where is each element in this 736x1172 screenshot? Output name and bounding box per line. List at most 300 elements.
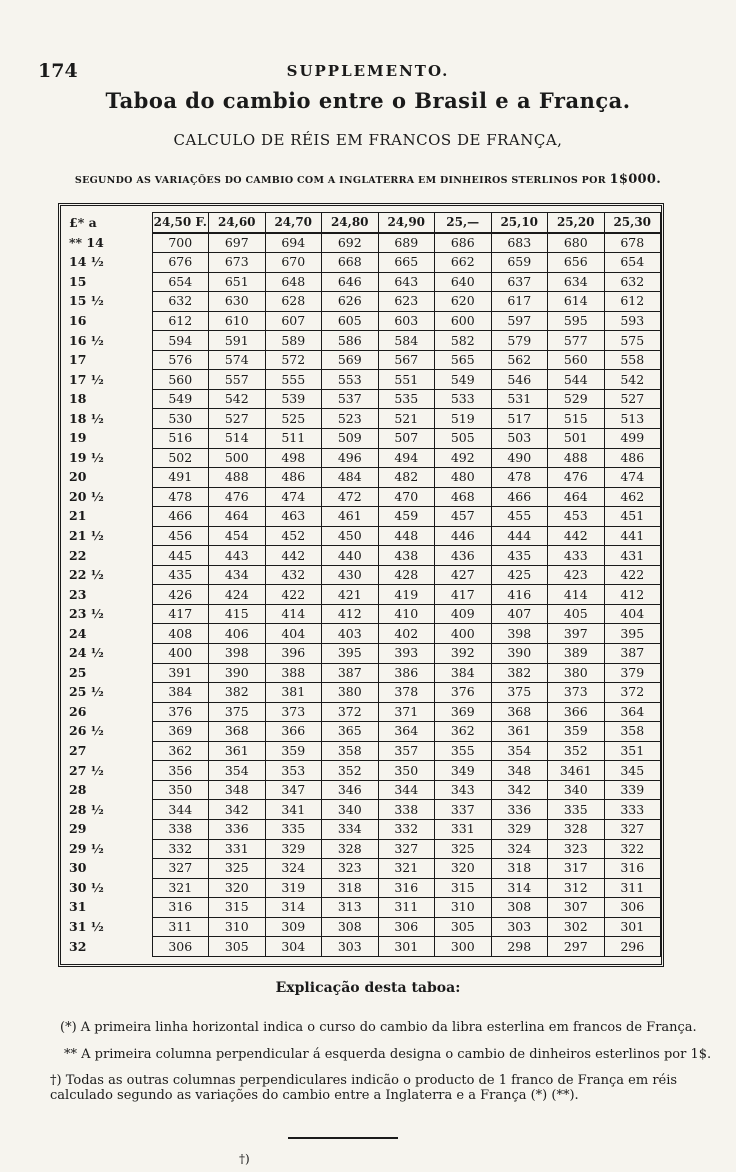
column-header: 25,20: [548, 213, 605, 233]
table-cell: 362: [152, 741, 209, 761]
table-cell: 466: [491, 487, 548, 507]
table-cell: 358: [322, 741, 379, 761]
table-cell: 407: [491, 604, 548, 624]
running-head: SUPPLEMENTO.: [286, 62, 450, 80]
table-cell: 412: [604, 585, 661, 605]
table-cell: 527: [209, 409, 266, 429]
table-cell: 376: [435, 683, 492, 703]
table-cell: 333: [604, 800, 661, 820]
table-cell: 557: [209, 370, 266, 390]
table-cell: 605: [322, 311, 379, 331]
table-cell: 382: [491, 663, 548, 683]
table-cell: 352: [548, 741, 605, 761]
table-cell: 303: [491, 917, 548, 937]
table-cell: 379: [604, 663, 661, 683]
table-cell: 501: [548, 429, 605, 449]
table-cell: 382: [209, 683, 266, 703]
table-cell: 334: [322, 819, 379, 839]
table-cell: 338: [152, 819, 209, 839]
table-cell: 575: [604, 331, 661, 351]
table-cell: 301: [378, 937, 435, 957]
table-cell: 576: [152, 350, 209, 370]
row-label: 14 ½: [69, 254, 104, 270]
table-cell: 329: [491, 819, 548, 839]
table-cell: 537: [322, 389, 379, 409]
table-cell: 490: [491, 448, 548, 468]
table-cell: 503: [491, 429, 548, 449]
table-cell: 533: [435, 389, 492, 409]
table-cell: 346: [322, 780, 379, 800]
row-label: 31 ½: [69, 918, 104, 934]
table-cell: 358: [604, 722, 661, 742]
table-cell: 400: [152, 644, 209, 664]
table-cell: 375: [491, 683, 548, 703]
table-cell: 340: [322, 800, 379, 820]
table-cell: 306: [152, 937, 209, 957]
table-cell: 521: [378, 409, 435, 429]
table-cell: 359: [265, 741, 322, 761]
table-cell: 484: [322, 468, 379, 488]
table-cell: 351: [604, 741, 661, 761]
table-cell: 500: [209, 448, 266, 468]
table-cell: 352: [322, 761, 379, 781]
table-cell: 425: [491, 565, 548, 585]
table-cell: 670: [265, 253, 322, 273]
table-cell: 474: [604, 468, 661, 488]
table-cell: 498: [265, 448, 322, 468]
table-cell: 593: [604, 311, 661, 331]
row-label: 30 ½: [69, 879, 104, 895]
column-header: 25,—: [435, 213, 492, 233]
table-row: [63, 487, 661, 507]
row-label: 24 ½: [69, 645, 104, 661]
table-cell: 343: [435, 780, 492, 800]
row-label: 27 ½: [69, 762, 104, 778]
table-cell: 417: [152, 604, 209, 624]
table-cell: 448: [378, 526, 435, 546]
table-cell: 431: [604, 546, 661, 566]
row-label: 30: [69, 860, 87, 876]
table-cell: 668: [322, 253, 379, 273]
table-cell: 381: [265, 683, 322, 703]
exchange-table: [63, 212, 661, 957]
table-cell: 582: [435, 331, 492, 351]
row-label: 20: [69, 469, 87, 485]
table-cell: 476: [209, 487, 266, 507]
table-cell: 507: [378, 429, 435, 449]
table-cell: 310: [209, 917, 266, 937]
table-cell: 434: [209, 565, 266, 585]
table-cell: 530: [152, 409, 209, 429]
table-row: [63, 780, 661, 800]
table-cell: 316: [378, 878, 435, 898]
table-cell: 634: [548, 272, 605, 292]
table-cell: 422: [265, 585, 322, 605]
table-cell: 364: [604, 702, 661, 722]
row-label: 21: [69, 508, 87, 524]
table-cell: 314: [491, 878, 548, 898]
table-cell: 301: [604, 917, 661, 937]
table-cell: 546: [491, 370, 548, 390]
table-cell: 574: [209, 350, 266, 370]
table-row: [63, 917, 661, 937]
table-row: [63, 839, 661, 859]
table-cell: 654: [604, 253, 661, 273]
table-row: [63, 429, 661, 449]
table-row: [63, 507, 661, 527]
table-cell: 335: [548, 800, 605, 820]
table-cell: 373: [548, 683, 605, 703]
table-cell: 302: [548, 917, 605, 937]
table-cell: 454: [209, 526, 266, 546]
table-cell: 441: [604, 526, 661, 546]
table-cell: 336: [209, 819, 266, 839]
table-row: [63, 292, 661, 312]
table-row: [63, 800, 661, 820]
table-row: [63, 819, 661, 839]
row-label: 22: [69, 547, 87, 563]
table-cell: 357: [378, 741, 435, 761]
table-cell: 438: [378, 546, 435, 566]
table-row: [63, 898, 661, 918]
table-cell: 384: [435, 663, 492, 683]
table-cell: 327: [378, 839, 435, 859]
column-header: 25,30: [604, 213, 661, 233]
row-label: 17 ½: [69, 371, 104, 387]
table-cell: 354: [209, 761, 266, 781]
table-cell: 509: [322, 429, 379, 449]
table-cell: 569: [322, 350, 379, 370]
table-cell: 389: [548, 644, 605, 664]
table-cell: 318: [491, 859, 548, 879]
table-cell: 328: [548, 819, 605, 839]
table-cell: 428: [378, 565, 435, 585]
table-cell: 362: [435, 722, 492, 742]
table-cell: 430: [322, 565, 379, 585]
table-cell: 626: [322, 292, 379, 312]
table-cell: 416: [491, 585, 548, 605]
table-row: [63, 409, 661, 429]
table-cell: 444: [491, 526, 548, 546]
closing-rule: [288, 1137, 398, 1139]
table-cell: 612: [152, 311, 209, 331]
table-cell: 463: [265, 507, 322, 527]
row-label: ** 14: [69, 234, 104, 250]
table-cell: 665: [378, 253, 435, 273]
table-cell: 409: [435, 604, 492, 624]
table-cell: 397: [548, 624, 605, 644]
table-cell: 318: [322, 878, 379, 898]
table-cell: 303: [322, 937, 379, 957]
table-row: [63, 644, 661, 664]
table-row: [63, 370, 661, 390]
table-cell: 314: [265, 898, 322, 918]
table-cell: 676: [152, 253, 209, 273]
table-cell: 328: [322, 839, 379, 859]
row-label: 22 ½: [69, 567, 104, 583]
table-cell: 313: [322, 898, 379, 918]
table-cell: 366: [548, 702, 605, 722]
table-cell: 331: [435, 819, 492, 839]
table-cell: 396: [265, 644, 322, 664]
table-cell: 312: [548, 878, 605, 898]
table-cell: 342: [209, 800, 266, 820]
table-cell: 361: [209, 741, 266, 761]
table-cell: 480: [435, 468, 492, 488]
table-row: [63, 311, 661, 331]
table-cell: 319: [265, 878, 322, 898]
table-cell: 308: [491, 898, 548, 918]
table-cell: 529: [548, 389, 605, 409]
table-cell: 406: [209, 624, 266, 644]
table-cell: 470: [378, 487, 435, 507]
table-cell: 310: [435, 898, 492, 918]
table-cell: 336: [491, 800, 548, 820]
table-cell: 632: [152, 292, 209, 312]
table-cell: 404: [604, 604, 661, 624]
table-cell: 620: [435, 292, 492, 312]
table-cell: 453: [548, 507, 605, 527]
table-cell: 309: [265, 917, 322, 937]
table-cell: 376: [152, 702, 209, 722]
table-row: [63, 624, 661, 644]
table-cell: 391: [152, 663, 209, 683]
table-cell: 505: [435, 429, 492, 449]
table-cell: 322: [604, 839, 661, 859]
table-cell: 659: [491, 253, 548, 273]
table-cell: 591: [209, 331, 266, 351]
table-row: [63, 585, 661, 605]
table-cell: 654: [152, 272, 209, 292]
table-cell: 456: [152, 526, 209, 546]
table-cell: 450: [322, 526, 379, 546]
table-cell: 589: [265, 331, 322, 351]
table-cell: 365: [322, 722, 379, 742]
table-cell: 305: [435, 917, 492, 937]
table-cell: 452: [265, 526, 322, 546]
table-cell: 350: [152, 780, 209, 800]
page-number: 174: [38, 60, 78, 82]
table-cell: 586: [322, 331, 379, 351]
row-label: 23 ½: [69, 606, 104, 622]
table-cell: 300: [435, 937, 492, 957]
row-label: 15: [69, 273, 87, 289]
table-cell: 393: [378, 644, 435, 664]
table-cell: 549: [435, 370, 492, 390]
table-cell: 607: [265, 311, 322, 331]
table-cell: 387: [322, 663, 379, 683]
table-cell: 324: [491, 839, 548, 859]
table-cell: 364: [378, 722, 435, 742]
table-row: [63, 350, 661, 370]
row-label: 26: [69, 703, 87, 719]
table-cell: 517: [491, 409, 548, 429]
table-cell: 344: [378, 780, 435, 800]
table-row: [63, 761, 661, 781]
table-cell: 349: [435, 761, 492, 781]
table-cell: 337: [435, 800, 492, 820]
table-cell: 345: [604, 761, 661, 781]
column-header: 25,10: [491, 213, 548, 233]
table-cell: 369: [435, 702, 492, 722]
table-cell: 565: [435, 350, 492, 370]
table-row: [63, 663, 661, 683]
table-corner-label: £* a: [69, 214, 97, 230]
table-row: [63, 937, 661, 957]
table-cell: 482: [378, 468, 435, 488]
table-cell: 327: [152, 859, 209, 879]
table-cell: 311: [604, 878, 661, 898]
table-cell: 499: [604, 429, 661, 449]
table-row: [63, 526, 661, 546]
table-cell: 468: [435, 487, 492, 507]
row-label: 19 ½: [69, 449, 104, 465]
row-label: 19: [69, 430, 87, 446]
table-cell: 446: [435, 526, 492, 546]
table-row: [63, 546, 661, 566]
table-body: [63, 233, 661, 957]
table-cell: 492: [435, 448, 492, 468]
row-label: 26 ½: [69, 723, 104, 739]
table-cell: 307: [548, 898, 605, 918]
table-cell: 329: [265, 839, 322, 859]
table-row: [63, 878, 661, 898]
table-cell: 656: [548, 253, 605, 273]
table-cell: 461: [322, 507, 379, 527]
row-label: 25: [69, 664, 87, 680]
table-cell: 339: [604, 780, 661, 800]
column-header: 24,70: [265, 213, 322, 233]
table-cell: 421: [322, 585, 379, 605]
table-cell: 325: [209, 859, 266, 879]
table-cell: 311: [378, 898, 435, 918]
table-cell: 386: [378, 663, 435, 683]
subline-unit: 1$000.: [609, 172, 662, 187]
table-cell: 612: [604, 292, 661, 312]
table-cell: 486: [604, 448, 661, 468]
table-cell: 451: [604, 507, 661, 527]
row-label: 16 ½: [69, 332, 104, 348]
table-cell: 342: [491, 780, 548, 800]
table-cell: 594: [152, 331, 209, 351]
table-cell: 340: [548, 780, 605, 800]
table-row: [63, 253, 661, 273]
table-cell: 560: [152, 370, 209, 390]
table-cell: 350: [378, 761, 435, 781]
table-cell: 402: [378, 624, 435, 644]
column-header: 24,90: [378, 213, 435, 233]
table-cell: 414: [265, 604, 322, 624]
table-cell: 648: [265, 272, 322, 292]
table-cell: 603: [378, 311, 435, 331]
table-cell: 443: [209, 546, 266, 566]
table-cell: 323: [548, 839, 605, 859]
table-cell: 496: [322, 448, 379, 468]
table-cell: 488: [548, 448, 605, 468]
table-cell: 610: [209, 311, 266, 331]
table-cell: 361: [491, 722, 548, 742]
table-cell: 384: [152, 683, 209, 703]
table-cell: 614: [548, 292, 605, 312]
table-cell: 306: [378, 917, 435, 937]
table-cell: 297: [548, 937, 605, 957]
table-cell: 697: [209, 233, 266, 253]
table-cell: 486: [265, 468, 322, 488]
table-cell: 572: [265, 350, 322, 370]
table-cell: 390: [209, 663, 266, 683]
table-cell: 327: [604, 819, 661, 839]
table-cell: 442: [265, 546, 322, 566]
table-cell: 412: [322, 604, 379, 624]
column-header: 24,80: [322, 213, 379, 233]
table-cell: 535: [378, 389, 435, 409]
table-cell: 320: [435, 859, 492, 879]
table-cell: 424: [209, 585, 266, 605]
table-cell: 577: [548, 331, 605, 351]
table-cell: 378: [378, 683, 435, 703]
table-cell: 348: [209, 780, 266, 800]
table-cell: 398: [209, 644, 266, 664]
table-cell: 464: [209, 507, 266, 527]
table-cell: 662: [435, 253, 492, 273]
row-label: 24: [69, 625, 87, 641]
table-cell: 640: [435, 272, 492, 292]
table-row: [63, 448, 661, 468]
table-cell: 680: [548, 233, 605, 253]
table-cell: 324: [265, 859, 322, 879]
table-cell: 311: [152, 917, 209, 937]
table-row: [63, 604, 661, 624]
table-cell: 433: [548, 546, 605, 566]
table-cell: 341: [265, 800, 322, 820]
table-row: [63, 331, 661, 351]
table-cell: 353: [265, 761, 322, 781]
table-row: [63, 859, 661, 879]
explanation-note-2: ** A primeira columna perpendicular á esquerda designa o cambio de dinheiros esterlinos por 1$.: [64, 1047, 712, 1062]
explanation-title: Explicação desta taboa:: [275, 980, 461, 996]
table-header-row: [63, 213, 661, 233]
table-cell: 491: [152, 468, 209, 488]
row-label: 17: [69, 352, 87, 368]
table-cell: 395: [604, 624, 661, 644]
table-cell: 683: [491, 233, 548, 253]
table-cell: 539: [265, 389, 322, 409]
table-row: [63, 389, 661, 409]
table-cell: 623: [378, 292, 435, 312]
table-cell: 415: [209, 604, 266, 624]
row-label: 27: [69, 743, 87, 759]
table-cell: 584: [378, 331, 435, 351]
table-cell: 542: [209, 389, 266, 409]
table-cell: 316: [152, 898, 209, 918]
table-row: [63, 565, 661, 585]
table-cell: 388: [265, 663, 322, 683]
table-cell: 298: [491, 937, 548, 957]
table-cell: 555: [265, 370, 322, 390]
table-row: [63, 272, 661, 292]
table-cell: 320: [209, 878, 266, 898]
table-cell: 515: [548, 409, 605, 429]
explanation-note-1: (*) A primeira linha horizontal indica o curso do cambio da libra esterlina em francos de França.: [60, 1020, 697, 1035]
table-cell: 527: [604, 389, 661, 409]
table-cell: 567: [378, 350, 435, 370]
note-marker: †): [239, 1152, 250, 1166]
column-header: 24,60: [209, 213, 266, 233]
table-cell: 435: [152, 565, 209, 585]
row-label: 32: [69, 938, 87, 954]
table-cell: 400: [435, 624, 492, 644]
table-cell: 368: [209, 722, 266, 742]
